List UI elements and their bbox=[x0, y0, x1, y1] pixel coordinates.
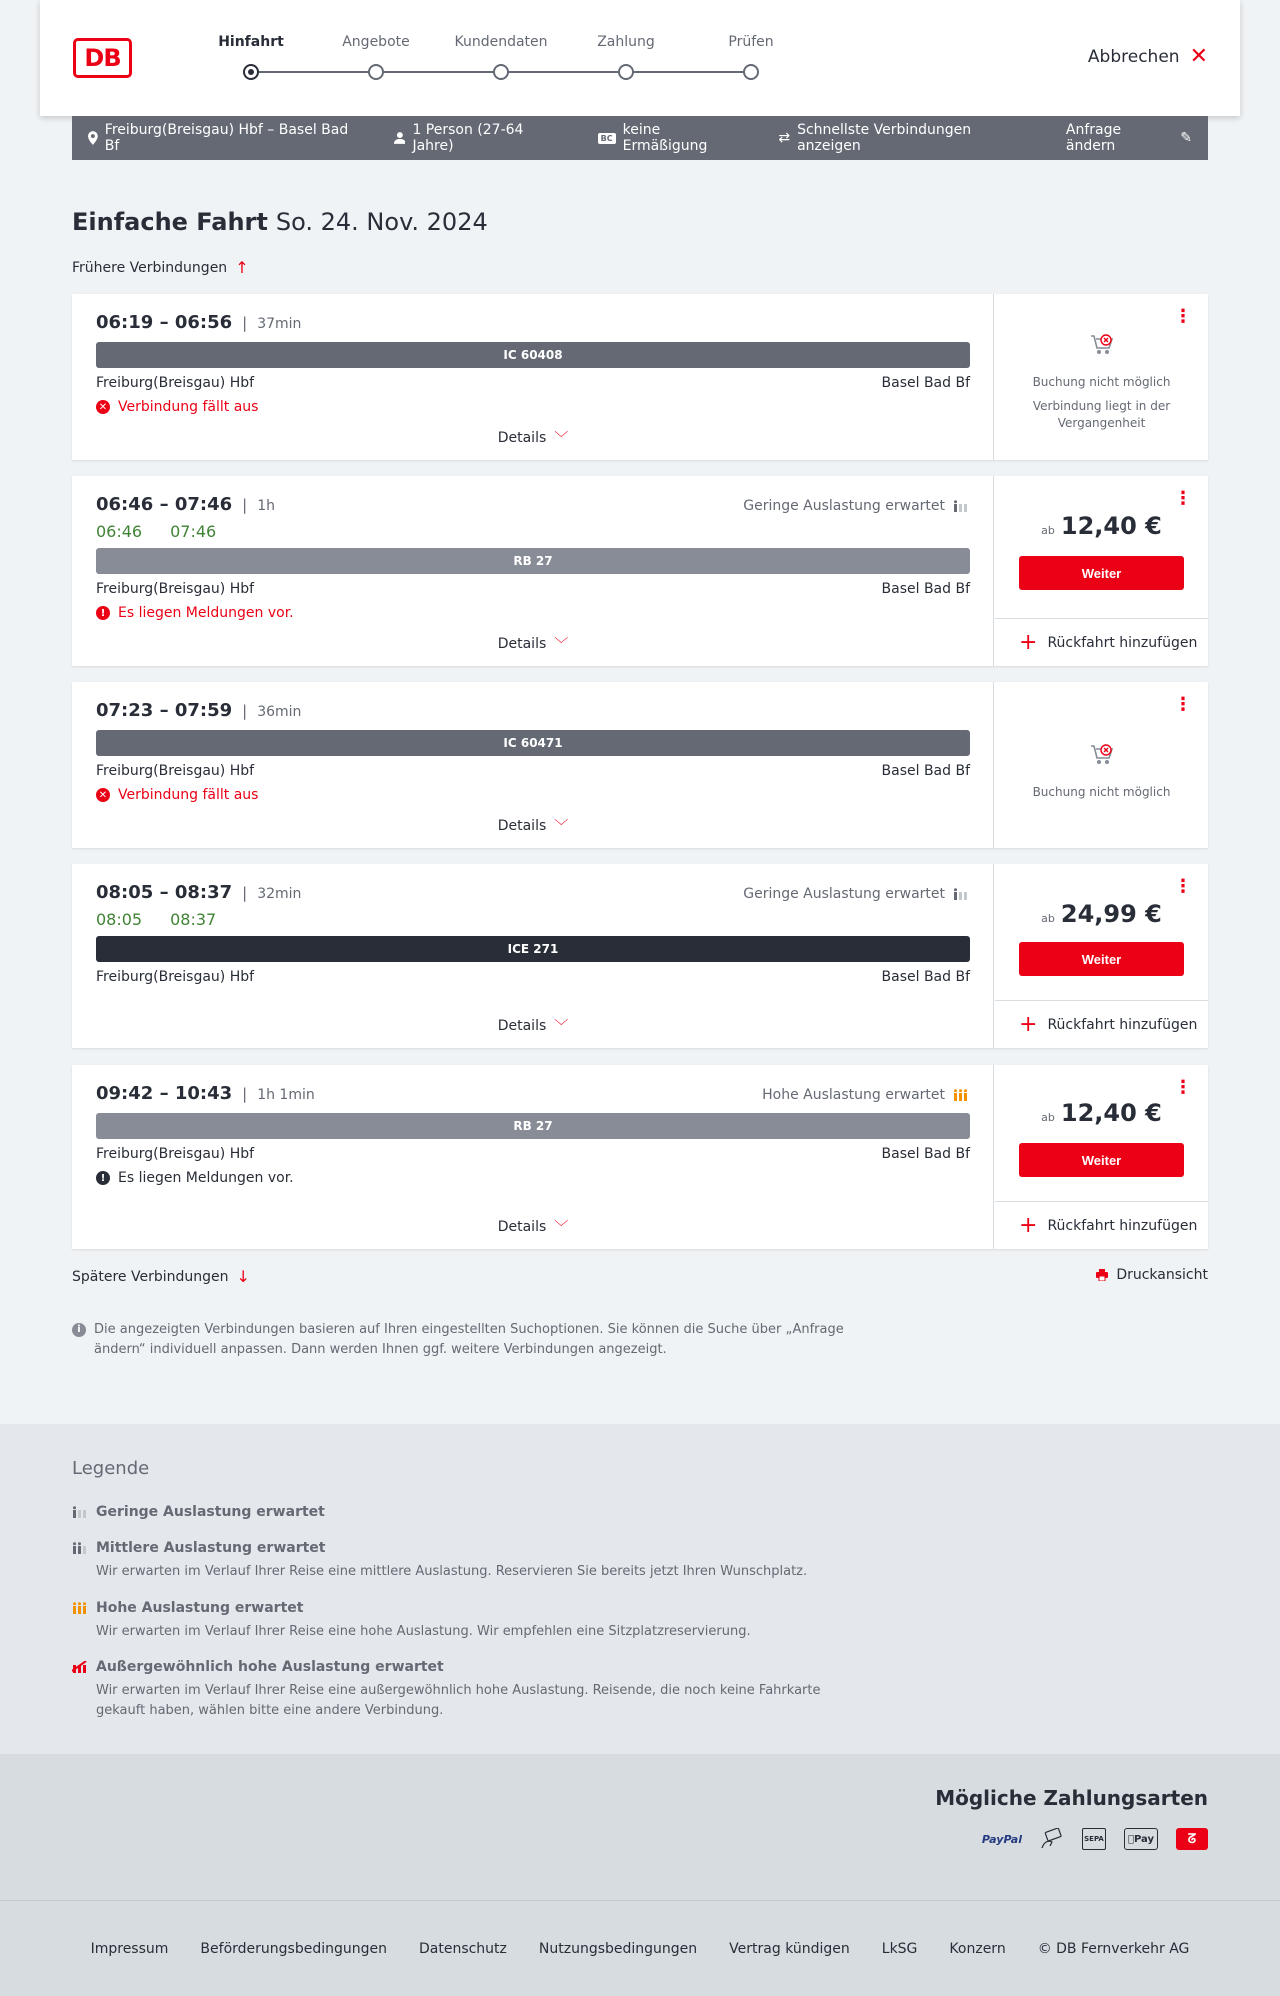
discount-summary bbox=[598, 122, 747, 154]
print-label: Druckansicht bbox=[1116, 1267, 1208, 1283]
add-return-button[interactable] bbox=[995, 1000, 1208, 1048]
step-dot bbox=[493, 64, 509, 80]
train-bar[interactable]: IC 60408 bbox=[96, 342, 970, 368]
legend-title: Legende bbox=[72, 1458, 150, 1479]
continue-button[interactable]: Weiter bbox=[1019, 556, 1184, 590]
person-icon bbox=[394, 132, 406, 144]
exceptional-occupancy-icon bbox=[72, 1661, 88, 1673]
destination-station: Basel Bad Bf bbox=[881, 375, 970, 391]
person-text: 1 Person (27-64 Jahre) bbox=[412, 122, 524, 154]
message-text: Es liegen Meldungen vor. bbox=[118, 1170, 294, 1186]
bahncard-icon: BC bbox=[598, 133, 616, 144]
step-dot bbox=[368, 64, 384, 80]
time-range: 06:46 – 07:46 bbox=[96, 494, 233, 515]
paypal-label: PayPal bbox=[981, 1832, 1022, 1846]
step-dot-active bbox=[243, 64, 259, 80]
credit-card-hand-icon bbox=[1040, 1828, 1064, 1850]
footer-link-befoerderungsbedingungen[interactable]: Beförderungsbedingungen bbox=[200, 1940, 387, 1957]
legend-item-head bbox=[72, 1504, 872, 1520]
step-hinfahrt: Hinfahrt bbox=[218, 34, 284, 50]
legend-item bbox=[72, 1540, 872, 1582]
paypal-icon bbox=[982, 1828, 1022, 1850]
cancel-button[interactable] bbox=[1088, 46, 1208, 68]
add-return-button[interactable] bbox=[995, 1201, 1208, 1249]
realtime-arrival: 08:37 bbox=[170, 910, 217, 929]
chevron-down-icon: ﹀ bbox=[554, 819, 569, 835]
footer-link-datenschutz[interactable]: Datenschutz bbox=[418, 1940, 507, 1957]
arrow-down-icon: ↓ bbox=[236, 1267, 250, 1286]
duration: 36min bbox=[257, 704, 302, 720]
fastest-summary bbox=[778, 122, 1034, 154]
low-occupancy-icon bbox=[953, 500, 969, 512]
chevron-down-icon: ﹀ bbox=[554, 1019, 569, 1035]
legend-item-title: Mittlere Auslastung erwartet bbox=[96, 1540, 326, 1556]
origin-station: Freiburg(Breisgau) Hbf bbox=[96, 375, 255, 391]
connection-times bbox=[96, 882, 301, 903]
printer-icon bbox=[1096, 1269, 1108, 1281]
high-occupancy-icon bbox=[72, 1602, 88, 1614]
realtime-times bbox=[96, 522, 216, 541]
duration: 37min bbox=[257, 316, 302, 332]
add-return-label: Rückfahrt hinzufügen bbox=[1047, 634, 1198, 651]
location-pin-icon bbox=[88, 131, 98, 145]
train-bar[interactable]: ICE 271 bbox=[96, 936, 970, 962]
train-bar[interactable]: RB 27 bbox=[96, 548, 970, 574]
step-dot bbox=[618, 64, 634, 80]
fastest-text: Schnellste Verbindungen anzeigen bbox=[797, 122, 972, 154]
step-kundendaten: Kundendaten bbox=[454, 34, 548, 50]
price-value: 12,40 € bbox=[1060, 1099, 1162, 1127]
origin-station: Freiburg(Breisgau) Hbf bbox=[96, 969, 255, 985]
cancellation-message bbox=[96, 399, 258, 415]
connection-card[interactable] bbox=[72, 476, 1208, 666]
details-label: Details bbox=[497, 818, 547, 834]
stations bbox=[96, 375, 970, 391]
footer-link-konzern[interactable]: Konzern bbox=[949, 1940, 1006, 1957]
past-connection-note: Verbindung liegt in der Vergangenheit bbox=[1032, 399, 1171, 430]
plus-icon: + bbox=[1019, 629, 1038, 655]
swap-arrows-icon: ⇄ bbox=[778, 130, 791, 146]
train-bar[interactable]: IC 60471 bbox=[96, 730, 970, 756]
add-return-label: Rückfahrt hinzufügen bbox=[1047, 1016, 1198, 1033]
details-label: Details bbox=[497, 430, 547, 446]
notice-message bbox=[96, 605, 294, 621]
footer-link-nutzungsbedingungen[interactable]: Nutzungsbedingungen bbox=[538, 1940, 698, 1957]
legend-item-title: Außergewöhnlich hohe Auslastung erwartet bbox=[96, 1659, 444, 1675]
separator: | bbox=[242, 884, 248, 902]
person-summary bbox=[394, 122, 566, 154]
message-text: Verbindung fällt aus bbox=[118, 399, 259, 415]
add-return-label: Rückfahrt hinzufügen bbox=[1047, 1217, 1198, 1234]
discount-text: keine Ermäßigung bbox=[622, 122, 708, 154]
route-text: Freiburg(Breisgau) Hbf – Basel Bad Bf bbox=[104, 122, 349, 154]
connection-times bbox=[96, 312, 301, 333]
realtime-departure: 06:46 bbox=[96, 522, 143, 541]
step-zahlung: Zahlung bbox=[597, 34, 655, 50]
db-payment-icon: ᘔ bbox=[1176, 1828, 1208, 1850]
occupancy-indicator bbox=[743, 886, 969, 902]
booking-panel bbox=[995, 294, 1208, 460]
separator: | bbox=[242, 314, 248, 332]
exclamation-circle-icon: ! bbox=[96, 606, 110, 620]
occupancy-text: Geringe Auslastung erwartet bbox=[743, 886, 945, 902]
continue-button[interactable]: Weiter bbox=[1019, 1143, 1184, 1177]
occupancy-indicator bbox=[743, 498, 969, 514]
realtime-times bbox=[96, 910, 216, 929]
legend-item-desc: Wir erwarten im Verlauf Ihrer Reise eine außergewöhnlich hohe Auslastung. Reisende, die noch keine Fahrkarte gekauft haben, wählen bitte eine andere Verbindung. bbox=[96, 1683, 821, 1718]
footer bbox=[0, 1900, 1280, 1996]
info-text: Die angezeigten Verbindungen basieren auf Ihren eingestellten Suchoptionen. Sie können die Suche über „Anfrage ändern“ individuell anpassen. Dann werden Ihnen ggf. weitere Verbindungen angezeigt. bbox=[94, 1322, 844, 1357]
legend-item-head bbox=[72, 1600, 872, 1616]
step-pruefen: Prüfen bbox=[728, 34, 774, 50]
details-toggle[interactable] bbox=[72, 1217, 994, 1237]
earlier-connections-link[interactable] bbox=[72, 258, 249, 277]
connection-times bbox=[96, 494, 275, 515]
more-options-icon[interactable]: ⋮ bbox=[1174, 488, 1192, 509]
connection-details bbox=[72, 682, 994, 848]
connection-details bbox=[72, 1065, 994, 1249]
error-circle-icon: ✕ bbox=[96, 400, 110, 414]
stations bbox=[96, 969, 970, 985]
progress-stepper bbox=[160, 34, 774, 84]
sepa-icon bbox=[1082, 1828, 1106, 1850]
separator: | bbox=[242, 702, 248, 720]
origin-station: Freiburg(Breisgau) Hbf bbox=[96, 1146, 255, 1162]
chevron-down-icon: ﹀ bbox=[554, 431, 569, 447]
legend-section bbox=[0, 1424, 1280, 1754]
connection-times bbox=[96, 700, 301, 721]
stations bbox=[96, 763, 970, 779]
earlier-label: Frühere Verbindungen bbox=[72, 259, 228, 276]
plus-icon: + bbox=[1019, 1212, 1038, 1238]
later-label: Spätere Verbindungen bbox=[72, 1268, 229, 1285]
legend-item-head bbox=[72, 1540, 872, 1556]
low-occupancy-icon bbox=[72, 1506, 88, 1518]
separator: | bbox=[242, 1085, 248, 1103]
price bbox=[995, 1099, 1208, 1127]
chevron-down-icon: ﹀ bbox=[554, 637, 569, 653]
connection-card[interactable] bbox=[72, 294, 1208, 460]
trip-date: So. 24. Nov. 2024 bbox=[275, 208, 488, 236]
origin-station: Freiburg(Breisgau) Hbf bbox=[96, 763, 255, 779]
edit-request-button[interactable] bbox=[1066, 122, 1192, 154]
trip-type: Einfache Fahrt bbox=[72, 208, 268, 236]
details-label: Details bbox=[497, 1018, 547, 1034]
legend-item-title: Geringe Auslastung erwartet bbox=[96, 1504, 325, 1520]
details-label: Details bbox=[497, 636, 547, 652]
time-range: 07:23 – 07:59 bbox=[96, 700, 233, 721]
more-options-icon[interactable]: ⋮ bbox=[1174, 876, 1192, 897]
plus-icon: + bbox=[1019, 1011, 1038, 1037]
stations bbox=[96, 1146, 970, 1162]
booking-panel bbox=[995, 682, 1208, 848]
train-bar[interactable]: RB 27 bbox=[96, 1113, 970, 1139]
time-range: 06:19 – 06:56 bbox=[96, 312, 233, 333]
add-return-button[interactable] bbox=[995, 618, 1208, 666]
legend-item-title: Hohe Auslastung erwartet bbox=[96, 1600, 304, 1616]
details-toggle[interactable] bbox=[72, 1016, 994, 1036]
notice-message bbox=[96, 1170, 294, 1186]
pencil-icon: ✎ bbox=[1180, 130, 1192, 146]
price-prefix: ab bbox=[1041, 524, 1055, 537]
legend-item-desc: Wir erwarten im Verlauf Ihrer Reise eine mittlere Auslastung. Reservieren Sie bereits jetzt Ihren Wunschplatz. bbox=[96, 1564, 808, 1579]
time-range: 08:05 – 08:37 bbox=[96, 882, 233, 903]
price-prefix: ab bbox=[1041, 1111, 1055, 1124]
header bbox=[40, 0, 1240, 116]
search-summary-bar bbox=[72, 116, 1208, 160]
info-icon: i bbox=[72, 1323, 86, 1337]
price-value: 12,40 € bbox=[1060, 512, 1162, 540]
occupancy-text: Geringe Auslastung erwartet bbox=[743, 498, 945, 514]
time-range: 09:42 – 10:43 bbox=[96, 1083, 233, 1104]
booking-impossible-text: Buchung nicht möglich bbox=[1032, 375, 1171, 389]
legend-item-head bbox=[72, 1659, 872, 1675]
message-text: Es liegen Meldungen vor. bbox=[118, 605, 294, 621]
legend-item bbox=[72, 1600, 872, 1642]
sepa-label: SEPA bbox=[1084, 1835, 1104, 1843]
details-label: Details bbox=[497, 1219, 547, 1235]
more-options-icon[interactable]: ⋮ bbox=[1174, 694, 1192, 715]
close-icon: ✕ bbox=[1189, 44, 1208, 69]
price-prefix: ab bbox=[1041, 912, 1055, 925]
connection-details bbox=[72, 294, 994, 460]
booking-panel bbox=[995, 1065, 1208, 1249]
stations bbox=[96, 581, 970, 597]
price bbox=[995, 512, 1208, 540]
apple-pay-label: Pay bbox=[1130, 1833, 1152, 1845]
step-angebote: Angebote bbox=[342, 34, 410, 50]
cart-unavailable-icon bbox=[1089, 742, 1115, 768]
price-value: 24,99 € bbox=[1060, 900, 1162, 928]
destination-station: Basel Bad Bf bbox=[881, 763, 970, 779]
cart-unavailable-icon bbox=[1089, 332, 1115, 358]
duration: 1h 1min bbox=[257, 1087, 315, 1103]
details-toggle[interactable] bbox=[72, 428, 994, 448]
more-options-icon[interactable]: ⋮ bbox=[1174, 1077, 1192, 1098]
search-info-note bbox=[72, 1320, 852, 1360]
connection-details bbox=[72, 476, 994, 666]
destination-station: Basel Bad Bf bbox=[881, 969, 970, 985]
print-view-link[interactable] bbox=[1096, 1267, 1208, 1283]
destination-station: Basel Bad Bf bbox=[881, 1146, 970, 1162]
booking-panel bbox=[995, 864, 1208, 1048]
low-occupancy-icon bbox=[953, 888, 969, 900]
route-summary bbox=[88, 122, 362, 154]
footer-copyright: © DB Fernverkehr AG bbox=[1037, 1940, 1190, 1957]
exclamation-circle-icon: ! bbox=[96, 1171, 110, 1185]
edit-request-label: Anfrage ändern bbox=[1065, 122, 1122, 154]
high-occupancy-icon bbox=[953, 1089, 969, 1101]
realtime-departure: 08:05 bbox=[96, 910, 143, 929]
continue-button[interactable]: Weiter bbox=[1019, 942, 1184, 976]
payment-title: Mögliche Zahlungsarten bbox=[935, 1786, 1208, 1810]
connection-times bbox=[96, 1083, 315, 1104]
page-title bbox=[72, 208, 488, 236]
message-text: Verbindung fällt aus bbox=[118, 787, 259, 803]
occupancy-indicator bbox=[762, 1087, 969, 1103]
connection-details bbox=[72, 864, 994, 1048]
payment-icons bbox=[982, 1828, 1208, 1850]
legend-item bbox=[72, 1659, 872, 1721]
arrow-up-icon: ↑ bbox=[235, 258, 249, 277]
footer-link-lksg[interactable]: LkSG bbox=[881, 1940, 918, 1957]
medium-occupancy-icon bbox=[72, 1542, 88, 1554]
error-circle-icon: ✕ bbox=[96, 788, 110, 802]
duration: 32min bbox=[257, 886, 302, 902]
legend-item-desc: Wir erwarten im Verlauf Ihrer Reise eine hohe Auslastung. Wir empfehlen eine Sitzplatzreservierung. bbox=[96, 1624, 751, 1639]
destination-station: Basel Bad Bf bbox=[881, 581, 970, 597]
footer-link-vertrag-kuendigen[interactable]: Vertrag kündigen bbox=[729, 1940, 850, 1957]
duration: 1h bbox=[257, 498, 275, 514]
cancel-label: Abbrechen bbox=[1087, 47, 1180, 67]
more-options-icon[interactable]: ⋮ bbox=[1174, 306, 1192, 327]
connection-card[interactable] bbox=[72, 1065, 1208, 1249]
origin-station: Freiburg(Breisgau) Hbf bbox=[96, 581, 255, 597]
separator: | bbox=[242, 496, 248, 514]
booking-panel bbox=[995, 476, 1208, 666]
step-dot bbox=[743, 64, 759, 80]
payment-methods-section bbox=[0, 1754, 1280, 1900]
occupancy-text: Hohe Auslastung erwartet bbox=[762, 1087, 945, 1103]
connection-card[interactable] bbox=[72, 682, 1208, 848]
legend-item bbox=[72, 1504, 872, 1520]
chevron-down-icon: ﹀ bbox=[554, 1220, 569, 1236]
price bbox=[995, 900, 1208, 928]
realtime-arrival: 07:46 bbox=[170, 522, 217, 541]
details-toggle[interactable] bbox=[72, 816, 994, 836]
db-logo[interactable]: DB bbox=[73, 38, 132, 78]
apple-pay-icon bbox=[1124, 1828, 1158, 1850]
cancellation-message bbox=[96, 787, 258, 803]
later-connections-link[interactable] bbox=[72, 1267, 250, 1286]
footer-link-impressum[interactable]: Impressum bbox=[90, 1940, 169, 1957]
booking-impossible-text: Buchung nicht möglich bbox=[1032, 785, 1171, 799]
connection-card[interactable] bbox=[72, 864, 1208, 1048]
details-toggle[interactable] bbox=[72, 634, 994, 654]
